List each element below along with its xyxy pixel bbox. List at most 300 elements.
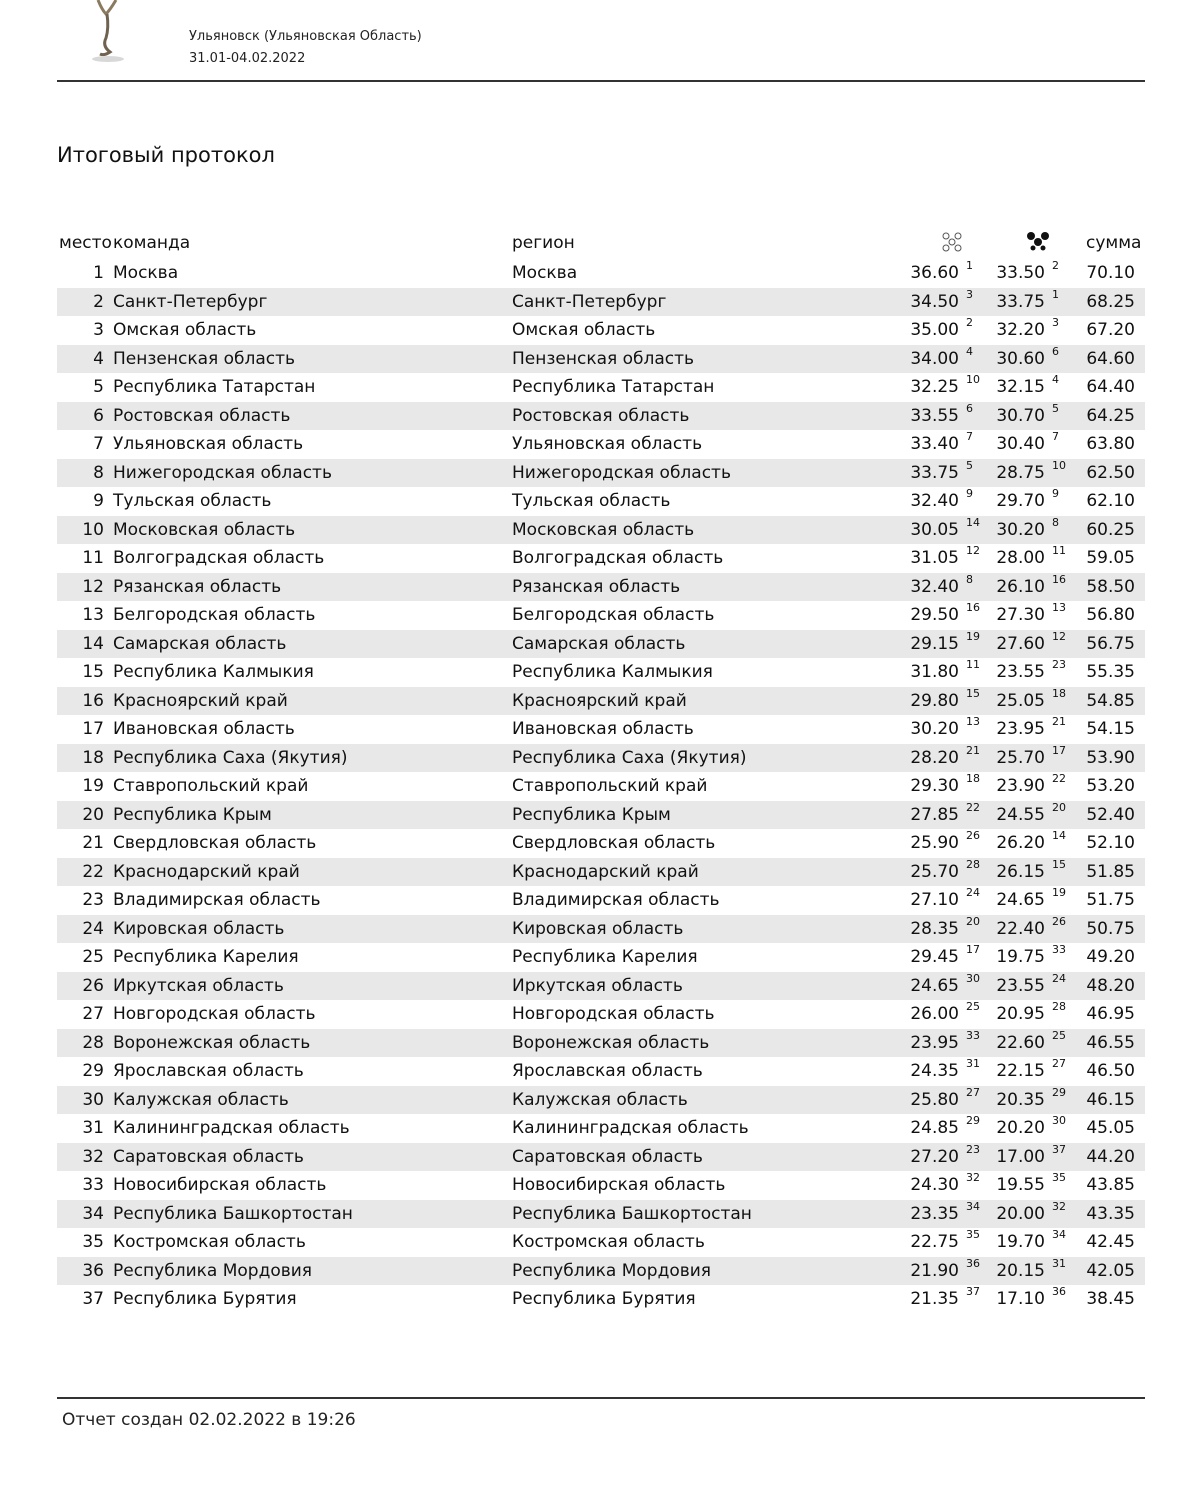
score1-rank: 25 (966, 1000, 980, 1013)
team-cell: Омская область (113, 320, 257, 340)
score2-rank: 7 (1052, 430, 1059, 443)
score1-cell: 24.30 (910, 1175, 959, 1195)
score1-cell: 21.35 (910, 1289, 959, 1309)
score1-rank: 36 (966, 1256, 980, 1270)
region-cell: Республика Бурятия (512, 1289, 696, 1309)
score1-rank: 18 (966, 772, 980, 785)
sum-cell: 51.85 (1086, 861, 1135, 882)
score2-rank: 30 (1052, 1114, 1066, 1127)
team-cell: Саратовская область (113, 1146, 304, 1167)
sum-cell: 64.40 (1086, 377, 1135, 397)
sum-cell: 50.75 (1086, 918, 1135, 939)
score2-rank: 31 (1052, 1256, 1066, 1270)
team-cell: Республика Мордовия (113, 1260, 313, 1281)
team-cell: Ярославская область (113, 1061, 304, 1081)
place-cell: 2 (93, 291, 104, 312)
team-cell: Калужская область (113, 1089, 289, 1110)
score1-cell: 30.20 (910, 719, 959, 739)
score1-rank: 31 (966, 1057, 980, 1070)
place-cell: 34 (82, 1203, 104, 1224)
sum-cell: 52.40 (1086, 804, 1135, 825)
place-cell: 24 (82, 918, 104, 939)
sum-cell: 52.10 (1086, 833, 1135, 853)
table-row (57, 687, 1145, 716)
group-formation-icon (941, 231, 963, 258)
table-row (57, 430, 1145, 459)
header-dates: 31.01-04.02.2022 (189, 51, 306, 66)
place-cell: 33 (82, 1175, 104, 1195)
table-row (57, 1257, 1145, 1286)
score2-cell: 22.15 (996, 1061, 1045, 1081)
team-cell: Красноярский край (113, 690, 288, 711)
place-cell: 13 (82, 605, 104, 625)
score2-cell: 32.15 (996, 377, 1045, 397)
gymnast-logo (80, 0, 136, 64)
place-cell: 11 (82, 548, 104, 568)
place-cell: 27 (82, 1004, 104, 1024)
score1-cell: 34.00 (910, 348, 959, 369)
team-cell: Свердловская область (113, 833, 317, 853)
table-row (57, 886, 1145, 915)
score2-rank: 14 (1052, 829, 1066, 842)
place-cell: 3 (93, 320, 104, 340)
score1-cell: 29.50 (910, 605, 959, 625)
place-cell: 18 (82, 747, 104, 768)
team-cell: Республика Калмыкия (113, 662, 314, 682)
score2-rank: 37 (1052, 1142, 1066, 1156)
sum-cell: 46.95 (1086, 1004, 1135, 1024)
score2-rank: 1 (1052, 287, 1059, 301)
score2-rank: 27 (1052, 1057, 1066, 1070)
score2-cell: 33.75 (996, 291, 1045, 312)
table-row (57, 601, 1145, 630)
score1-cell: 29.30 (910, 776, 959, 796)
score1-cell: 33.75 (910, 462, 959, 483)
table-row (57, 1086, 1145, 1115)
table-row (57, 516, 1145, 545)
score2-rank: 9 (1052, 487, 1059, 500)
score2-rank: 29 (1052, 1085, 1066, 1099)
score2-rank: 11 (1052, 544, 1066, 557)
team-cell: Кировская область (113, 918, 285, 939)
region-cell: Ульяновская область (512, 434, 703, 454)
score1-rank: 24 (966, 886, 980, 899)
score2-cell: 17.10 (996, 1289, 1045, 1309)
score2-cell: 30.70 (996, 405, 1045, 426)
team-cell: Калининградская область (113, 1118, 350, 1138)
score1-rank: 9 (966, 487, 973, 500)
region-cell: Новосибирская область (512, 1175, 726, 1195)
score2-cell: 26.15 (996, 861, 1045, 882)
team-cell: Владимирская область (113, 890, 321, 910)
place-cell: 14 (82, 633, 104, 654)
score2-cell: 20.35 (996, 1089, 1045, 1110)
table-row (57, 1114, 1145, 1143)
region-cell: Москва (512, 263, 578, 283)
table-row (57, 772, 1145, 801)
table-row (57, 744, 1145, 773)
team-cell: Московская область (113, 519, 296, 540)
place-cell: 23 (82, 890, 104, 910)
table-row (57, 544, 1145, 573)
sum-cell: 54.15 (1086, 719, 1135, 739)
place-cell: 6 (93, 405, 104, 426)
place-cell: 29 (82, 1061, 104, 1081)
place-cell: 26 (82, 975, 104, 996)
region-cell: Московская область (512, 519, 695, 540)
score1-cell: 30.05 (910, 519, 959, 540)
score2-cell: 25.70 (996, 747, 1045, 768)
region-cell: Волгоградская область (512, 548, 724, 568)
score1-rank: 32 (966, 1171, 980, 1184)
region-cell: Владимирская область (512, 890, 720, 910)
region-cell: Республика Крым (512, 804, 671, 825)
team-cell: Новгородская область (113, 1004, 316, 1024)
place-cell: 22 (82, 861, 104, 882)
score2-rank: 20 (1052, 800, 1066, 814)
table-row (57, 858, 1145, 887)
team-cell: Республика Татарстан (113, 377, 316, 397)
score2-cell: 23.90 (996, 776, 1045, 796)
region-cell: Ставропольский край (512, 776, 708, 796)
table-row (57, 1029, 1145, 1058)
team-cell: Рязанская область (113, 576, 282, 597)
sum-cell: 43.85 (1086, 1175, 1135, 1195)
team-cell: Иркутская область (113, 975, 284, 996)
place-cell: 17 (82, 719, 104, 739)
score1-rank: 29 (966, 1114, 980, 1127)
region-cell: Саратовская область (512, 1146, 703, 1167)
column-header-sum: сумма (1086, 233, 1142, 253)
score1-rank: 10 (966, 373, 980, 386)
score2-rank: 2 (1052, 259, 1059, 272)
score1-rank: 1 (966, 259, 973, 272)
region-cell: Калужская область (512, 1089, 688, 1110)
score2-cell: 19.55 (996, 1175, 1045, 1195)
table-row (57, 658, 1145, 687)
score2-cell: 32.20 (996, 320, 1045, 340)
score2-rank: 32 (1052, 1199, 1066, 1213)
sum-cell: 64.60 (1086, 348, 1135, 369)
score2-cell: 26.10 (996, 576, 1045, 597)
score2-cell: 17.00 (996, 1146, 1045, 1167)
score1-cell: 25.80 (910, 1089, 959, 1110)
team-cell: Белгородская область (113, 605, 316, 625)
score1-cell: 23.35 (910, 1203, 959, 1224)
score1-rank: 14 (966, 515, 980, 529)
sum-cell: 43.35 (1086, 1203, 1135, 1224)
place-cell: 15 (82, 662, 104, 682)
sum-cell: 68.25 (1086, 291, 1135, 312)
sum-cell: 38.45 (1086, 1289, 1135, 1309)
score1-cell: 29.45 (910, 947, 959, 967)
sum-cell: 59.05 (1086, 548, 1135, 568)
score2-rank: 13 (1052, 601, 1066, 614)
score2-cell: 26.20 (996, 833, 1045, 853)
table-row (57, 1057, 1145, 1086)
score2-cell: 22.40 (996, 918, 1045, 939)
score1-cell: 25.70 (910, 861, 959, 882)
sum-cell: 53.20 (1086, 776, 1135, 796)
score1-rank: 13 (966, 715, 980, 728)
region-cell: Ярославская область (512, 1061, 703, 1081)
team-cell: Республика Карелия (113, 947, 299, 967)
score2-rank: 22 (1052, 772, 1066, 785)
region-cell: Красноярский край (512, 690, 687, 711)
score1-cell: 22.75 (910, 1232, 959, 1252)
score1-cell: 35.00 (910, 320, 959, 340)
sum-cell: 62.50 (1086, 462, 1135, 483)
score1-cell: 24.85 (910, 1118, 959, 1138)
table-row (57, 316, 1145, 345)
sum-cell: 62.10 (1086, 491, 1135, 511)
score1-cell: 27.20 (910, 1146, 959, 1167)
score1-rank: 33 (966, 1028, 980, 1042)
sum-cell: 46.55 (1086, 1032, 1135, 1053)
score1-rank: 23 (966, 1142, 980, 1156)
sum-cell: 56.75 (1086, 633, 1135, 654)
results-table (57, 259, 1145, 1314)
place-cell: 4 (93, 348, 104, 369)
score1-rank: 34 (966, 1199, 980, 1213)
region-cell: Краснодарский край (512, 861, 699, 882)
score2-rank: 12 (1052, 629, 1066, 643)
score1-cell: 24.35 (910, 1061, 959, 1081)
column-header-place: место (59, 233, 112, 253)
region-cell: Калининградская область (512, 1118, 749, 1138)
team-cell: Санкт-Петербург (113, 291, 268, 312)
region-cell: Самарская область (512, 633, 686, 654)
score1-cell: 24.65 (910, 975, 959, 996)
score1-rank: 15 (966, 686, 980, 700)
table-row (57, 715, 1145, 744)
score1-cell: 34.50 (910, 291, 959, 312)
score1-cell: 25.90 (910, 833, 959, 853)
region-cell: Пензенская область (512, 348, 695, 369)
score2-cell: 20.00 (996, 1203, 1045, 1224)
score1-rank: 2 (966, 316, 973, 329)
table-row (57, 1000, 1145, 1029)
region-cell: Республика Карелия (512, 947, 698, 967)
score1-rank: 8 (966, 572, 973, 586)
score2-rank: 15 (1052, 857, 1066, 871)
score2-cell: 25.05 (996, 690, 1045, 711)
region-cell: Омская область (512, 320, 656, 340)
sum-cell: 60.25 (1086, 519, 1135, 540)
table-row (57, 487, 1145, 516)
score2-cell: 23.55 (996, 662, 1045, 682)
place-cell: 16 (82, 690, 104, 711)
place-cell: 32 (82, 1146, 104, 1167)
region-cell: Нижегородская область (512, 462, 731, 483)
score2-cell: 27.60 (996, 633, 1045, 654)
score1-cell: 27.10 (910, 890, 959, 910)
place-cell: 36 (82, 1260, 104, 1281)
team-cell: Самарская область (113, 633, 287, 654)
score2-cell: 27.30 (996, 605, 1045, 625)
table-row (57, 1171, 1145, 1200)
group-apparatus-icon (1026, 230, 1050, 257)
region-cell: Республика Саха (Якутия) (512, 747, 747, 768)
team-cell: Ставропольский край (113, 776, 309, 796)
score1-cell: 28.35 (910, 918, 959, 939)
place-cell: 21 (82, 833, 104, 853)
team-cell: Пензенская область (113, 348, 296, 369)
place-cell: 31 (82, 1118, 104, 1138)
place-cell: 28 (82, 1032, 104, 1053)
score2-rank: 19 (1052, 886, 1066, 899)
score1-rank: 7 (966, 430, 973, 443)
score2-rank: 36 (1052, 1285, 1066, 1298)
header-info (189, 26, 422, 70)
score2-cell: 30.20 (996, 519, 1045, 540)
score2-cell: 23.55 (996, 975, 1045, 996)
score2-rank: 23 (1052, 658, 1066, 671)
place-cell: 7 (93, 434, 104, 454)
region-cell: Кировская область (512, 918, 684, 939)
table-row (57, 801, 1145, 830)
score1-rank: 30 (966, 971, 980, 985)
place-cell: 35 (82, 1232, 104, 1252)
region-cell: Ростовская область (512, 405, 690, 426)
score1-rank: 4 (966, 344, 973, 358)
place-cell: 5 (93, 377, 104, 397)
score2-cell: 24.55 (996, 804, 1045, 825)
column-header-team: команда (113, 233, 191, 253)
score1-rank: 21 (966, 743, 980, 757)
table-row (57, 288, 1145, 317)
score1-cell: 36.60 (910, 263, 959, 283)
score1-rank: 35 (966, 1228, 980, 1241)
table-row (57, 915, 1145, 944)
sum-cell: 46.15 (1086, 1089, 1135, 1110)
score1-cell: 33.40 (910, 434, 959, 454)
column-header-region: регион (512, 233, 575, 253)
team-cell: Республика Башкортостан (113, 1203, 353, 1224)
sum-cell: 63.80 (1086, 434, 1135, 454)
score1-rank: 28 (966, 857, 980, 871)
score2-rank: 5 (1052, 401, 1059, 415)
sum-cell: 56.80 (1086, 605, 1135, 625)
place-cell: 25 (82, 947, 104, 967)
team-cell: Республика Крым (113, 804, 272, 825)
score1-rank: 3 (966, 287, 973, 301)
sum-cell: 45.05 (1086, 1118, 1135, 1138)
sum-cell: 67.20 (1086, 320, 1135, 340)
place-cell: 20 (82, 804, 104, 825)
score2-cell: 23.95 (996, 719, 1045, 739)
score2-rank: 24 (1052, 971, 1066, 985)
table-row (57, 345, 1145, 374)
score1-rank: 5 (966, 458, 973, 472)
score1-rank: 27 (966, 1085, 980, 1099)
page-title: Итоговый протокол (57, 143, 275, 167)
footer-divider (57, 1397, 1145, 1399)
team-cell: Костромская область (113, 1232, 306, 1252)
score1-cell: 32.40 (910, 491, 959, 511)
score2-rank: 6 (1052, 344, 1059, 358)
score2-rank: 10 (1052, 458, 1066, 472)
score2-rank: 35 (1052, 1171, 1066, 1184)
team-cell: Краснодарский край (113, 861, 300, 882)
header-divider (57, 80, 1145, 82)
table-header (57, 230, 1145, 258)
table-row (57, 573, 1145, 602)
score2-cell: 28.00 (996, 548, 1045, 568)
table-row (57, 1285, 1145, 1314)
score1-rank: 19 (966, 629, 980, 643)
region-cell: Санкт-Петербург (512, 291, 667, 312)
score1-cell: 32.40 (910, 576, 959, 597)
score2-rank: 8 (1052, 515, 1059, 529)
place-cell: 10 (82, 519, 104, 540)
region-cell: Рязанская область (512, 576, 681, 597)
place-cell: 8 (93, 462, 104, 483)
score1-cell: 33.55 (910, 405, 959, 426)
sum-cell: 55.35 (1086, 662, 1135, 682)
score1-cell: 26.00 (910, 1004, 959, 1024)
place-cell: 19 (82, 776, 104, 796)
score1-rank: 17 (966, 943, 980, 956)
score1-cell: 31.80 (910, 662, 959, 682)
score2-rank: 25 (1052, 1028, 1066, 1042)
score1-cell: 32.25 (910, 377, 959, 397)
team-cell: Ульяновская область (113, 434, 304, 454)
region-cell: Республика Калмыкия (512, 662, 713, 682)
region-cell: Новгородская область (512, 1004, 715, 1024)
place-cell: 12 (82, 576, 104, 597)
score1-cell: 31.05 (910, 548, 959, 568)
table-row (57, 630, 1145, 659)
region-cell: Воронежская область (512, 1032, 710, 1053)
sum-cell: 70.10 (1086, 263, 1135, 283)
score2-cell: 24.65 (996, 890, 1045, 910)
score2-cell: 22.60 (996, 1032, 1045, 1053)
score2-rank: 18 (1052, 686, 1066, 700)
score1-rank: 12 (966, 544, 980, 557)
sum-cell: 51.75 (1086, 890, 1135, 910)
team-cell: Москва (113, 263, 179, 283)
score2-rank: 4 (1052, 373, 1059, 386)
score1-cell: 23.95 (910, 1032, 959, 1053)
score2-cell: 20.95 (996, 1004, 1045, 1024)
score2-cell: 33.50 (996, 263, 1045, 283)
sum-cell: 53.90 (1086, 747, 1135, 768)
table-row (57, 402, 1145, 431)
sum-cell: 42.05 (1086, 1260, 1135, 1281)
team-cell: Республика Бурятия (113, 1289, 297, 1309)
score2-rank: 28 (1052, 1000, 1066, 1013)
region-cell: Ивановская область (512, 719, 694, 739)
score1-rank: 37 (966, 1285, 980, 1298)
region-cell: Республика Башкортостан (512, 1203, 752, 1224)
team-cell: Волгоградская область (113, 548, 325, 568)
sum-cell: 44.20 (1086, 1146, 1135, 1167)
sum-cell: 46.50 (1086, 1061, 1135, 1081)
score2-rank: 16 (1052, 572, 1066, 586)
score1-rank: 6 (966, 401, 973, 415)
place-cell: 9 (93, 491, 104, 511)
table-row (57, 459, 1145, 488)
place-cell: 30 (82, 1089, 104, 1110)
region-cell: Иркутская область (512, 975, 683, 996)
table-row (57, 259, 1145, 288)
score2-cell: 30.60 (996, 348, 1045, 369)
table-row (57, 972, 1145, 1001)
sum-cell: 42.45 (1086, 1232, 1135, 1252)
score2-rank: 3 (1052, 316, 1059, 329)
score2-cell: 29.70 (996, 491, 1045, 511)
